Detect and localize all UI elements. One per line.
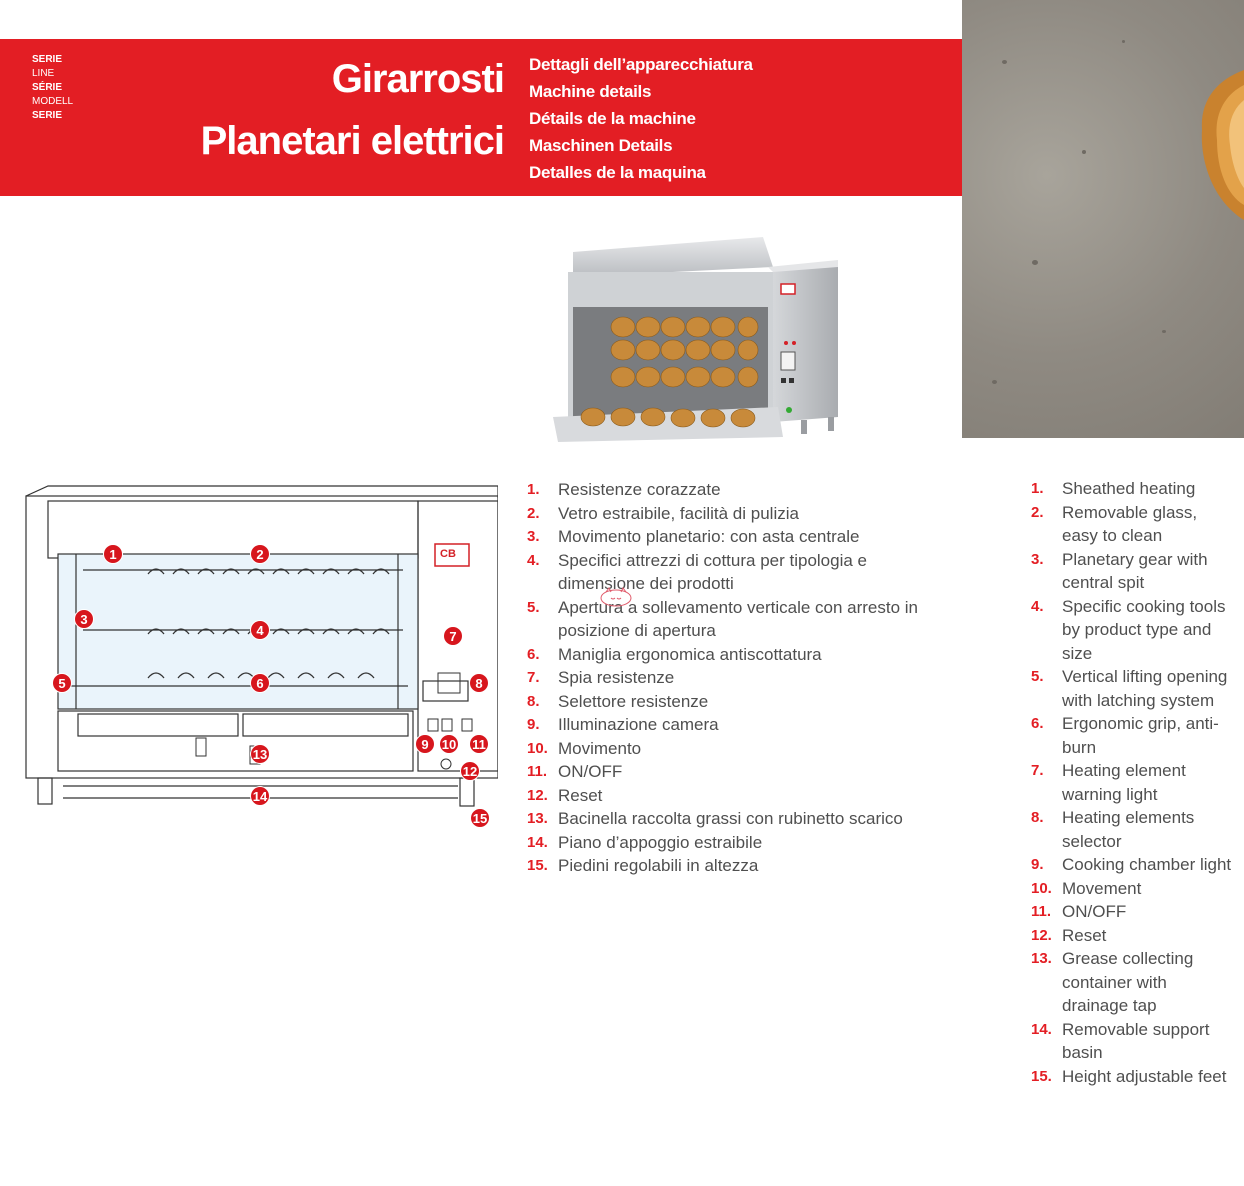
rotisserie-diagram xyxy=(18,476,498,836)
feature-it-item-number: 8. xyxy=(527,692,540,710)
cat-watermark-icon xyxy=(598,586,634,608)
feature-en-item-5 xyxy=(1031,665,1237,712)
feature-en-item-text: ON/OFF xyxy=(1062,902,1127,921)
feature-it-item-text: Piano d’appoggio estraibile xyxy=(558,832,763,852)
feature-it-item-9 xyxy=(527,713,937,737)
feature-en-item-1 xyxy=(1031,477,1237,501)
marker-8: 8 xyxy=(469,673,489,693)
feature-it-item-10 xyxy=(527,737,937,761)
feature-it-item-text: Reset xyxy=(558,785,603,805)
feature-it-item-number: 13. xyxy=(527,810,548,827)
feature-en-item-text: Removable support basin xyxy=(1062,1019,1210,1062)
feature-en-item-text: Cooking chamber light xyxy=(1062,855,1232,874)
feature-en-item-number: 7. xyxy=(1031,762,1044,779)
feature-en-item-number: 1. xyxy=(1031,480,1044,497)
feature-en-item-number: 11. xyxy=(1031,903,1052,920)
header-banner xyxy=(0,39,962,196)
feature-en-item-number: 8. xyxy=(1031,809,1044,826)
feature-en-item-text: Heating elements selector xyxy=(1062,808,1195,851)
details-fr: Détails de la machine xyxy=(529,109,696,128)
feature-en-item-15 xyxy=(1031,1065,1237,1089)
details-it: Dettagli dell’apparecchiatura xyxy=(529,55,753,74)
feature-en-item-number: 2. xyxy=(1031,503,1044,521)
feature-it-item-number: 3. xyxy=(527,528,540,545)
feature-it-item-3 xyxy=(527,525,937,549)
marker-4: 4 xyxy=(250,620,270,640)
details-es: Detalles de la maquina xyxy=(529,163,706,182)
feature-en-item-number: 14. xyxy=(1031,1020,1052,1038)
feature-en-item-number: 10. xyxy=(1031,879,1052,897)
feature-it-item-text: Selettore resistenze xyxy=(558,691,709,711)
feature-it-item-text: Illuminazione camera xyxy=(558,715,719,734)
feature-it-item-4 xyxy=(527,549,937,596)
feature-it-item-text: Movimento planetario: con asta centrale xyxy=(558,527,860,546)
feature-it-item-2 xyxy=(527,502,937,526)
feature-it-item-number: 9. xyxy=(527,716,540,733)
feature-en-item-3 xyxy=(1031,548,1237,595)
marker-10: 10 xyxy=(439,734,459,754)
feature-en-item-number: 12. xyxy=(1031,926,1052,944)
details-de: Maschinen Details xyxy=(529,136,673,155)
marker-14: 14 xyxy=(250,786,270,806)
feature-list-en xyxy=(1031,477,1237,1088)
feature-en-item-6 xyxy=(1031,712,1237,759)
feature-it-item-number: 4. xyxy=(527,551,540,569)
feature-en-item-number: 9. xyxy=(1031,856,1044,873)
details-headings xyxy=(529,51,753,186)
marker-13: 13 xyxy=(250,744,270,764)
feature-it-item-number: 12. xyxy=(527,786,548,804)
feature-it-item-number: 6. xyxy=(527,645,540,663)
feature-it-item-text: Resistenze corazzate xyxy=(558,480,721,499)
feature-it-item-number: 7. xyxy=(527,669,540,686)
marker-9: 9 xyxy=(415,734,435,754)
feature-it-item-15 xyxy=(527,854,937,878)
feature-it-item-text: Specifici attrezzi di cottura per tipologia e dimensione dei prodotti xyxy=(558,550,867,593)
feature-it-item-text: Spia resistenze xyxy=(558,668,675,687)
feature-it-item-number: 15. xyxy=(527,857,548,874)
brand-badge: CB xyxy=(440,548,456,560)
marker-12: 12 xyxy=(460,761,480,781)
feature-it-item-number: 2. xyxy=(527,504,540,522)
feature-en-item-number: 6. xyxy=(1031,715,1044,732)
feature-it-item-14 xyxy=(527,831,937,855)
feature-en-item-2 xyxy=(1031,501,1237,548)
feature-en-item-text: Height adjustable feet xyxy=(1062,1066,1227,1086)
modell-label: MODELL xyxy=(32,96,74,107)
feature-en-item-7 xyxy=(1031,759,1237,806)
feature-it-item-7 xyxy=(527,666,937,690)
line-label: LINE xyxy=(32,68,55,79)
feature-it-item-text: Vetro estraibile, facilità di pulizia xyxy=(558,503,799,523)
feature-en-item-8 xyxy=(1031,806,1237,853)
serie-label: SERIE xyxy=(32,54,63,65)
feature-list-it xyxy=(527,478,937,878)
feature-it-item-8 xyxy=(527,690,937,714)
serie-fr-label: SÉRIE xyxy=(32,82,63,93)
feature-it-item-number: 1. xyxy=(527,481,540,498)
rotisserie-product-photo xyxy=(553,232,843,442)
feature-en-item-number: 15. xyxy=(1031,1067,1052,1085)
feature-it-item-12 xyxy=(527,784,937,808)
feature-it-item-number: 10. xyxy=(527,739,548,757)
feature-it-item-5 xyxy=(527,596,937,643)
feature-en-item-text: Ergonomic grip, anti-burn xyxy=(1062,714,1219,757)
feature-en-item-text: Sheathed heating xyxy=(1062,479,1196,498)
chicken-photo xyxy=(962,0,1244,438)
feature-en-item-number: 5. xyxy=(1031,668,1044,685)
marker-3: 3 xyxy=(74,609,94,629)
feature-it-item-number: 11. xyxy=(527,763,548,780)
feature-it-item-text: Maniglia ergonomica antiscottatura xyxy=(558,644,822,664)
feature-en-item-12 xyxy=(1031,924,1237,948)
marker-11: 11 xyxy=(469,734,489,754)
feature-en-item-text: Planetary gear with central spit xyxy=(1062,549,1208,592)
feature-it-item-13 xyxy=(527,807,937,831)
marker-6: 6 xyxy=(250,673,270,693)
marker-2: 2 xyxy=(250,544,270,564)
feature-en-item-number: 4. xyxy=(1031,597,1044,615)
feature-en-item-9 xyxy=(1031,853,1237,877)
feature-en-item-13 xyxy=(1031,947,1237,1018)
feature-it-item-11 xyxy=(527,760,937,784)
feature-it-item-1 xyxy=(527,478,937,502)
feature-it-item-number: 14. xyxy=(527,833,548,851)
feature-en-item-number: 3. xyxy=(1031,550,1044,568)
feature-en-item-4 xyxy=(1031,595,1237,666)
feature-en-item-text: Vertical lifting opening with latching system xyxy=(1062,667,1228,710)
feature-it-item-6 xyxy=(527,643,937,667)
serie-es-label: SERIE xyxy=(32,110,63,121)
feature-en-item-11 xyxy=(1031,900,1237,924)
feature-en-item-10 xyxy=(1031,877,1237,901)
feature-en-item-text: Removable glass, easy to clean xyxy=(1062,502,1198,545)
marker-7: 7 xyxy=(443,626,463,646)
serie-labels xyxy=(32,53,73,123)
feature-it-item-text: Apertura a sollevamento verticale con arresto in posizione di apertura xyxy=(558,597,919,640)
feature-en-item-14 xyxy=(1031,1018,1237,1065)
marker-15: 15 xyxy=(470,808,490,828)
feature-it-item-text: ON/OFF xyxy=(558,762,623,781)
feature-it-item-text: Piedini regolabili in altezza xyxy=(558,856,759,875)
feature-en-item-number: 13. xyxy=(1031,950,1052,967)
feature-it-item-number: 5. xyxy=(527,598,540,616)
feature-it-item-text: Bacinella raccolta grassi con rubinetto scarico xyxy=(558,809,903,828)
marker-5: 5 xyxy=(52,673,72,693)
page-title-line2: Planetari elettrici xyxy=(200,119,504,163)
feature-en-item-text: Movement xyxy=(1062,878,1142,898)
feature-en-item-text: Grease collecting container with drainage tap xyxy=(1062,949,1194,1015)
feature-en-item-text: Reset xyxy=(1062,925,1107,945)
page-title-line1: Girarrosti xyxy=(331,57,504,101)
details-en: Machine details xyxy=(529,82,652,101)
feature-en-item-text: Specific cooking tools by product type and size xyxy=(1062,596,1226,663)
feature-it-item-text: Movimento xyxy=(558,738,642,758)
marker-1: 1 xyxy=(103,544,123,564)
feature-en-item-text: Heating element warning light xyxy=(1062,761,1186,804)
